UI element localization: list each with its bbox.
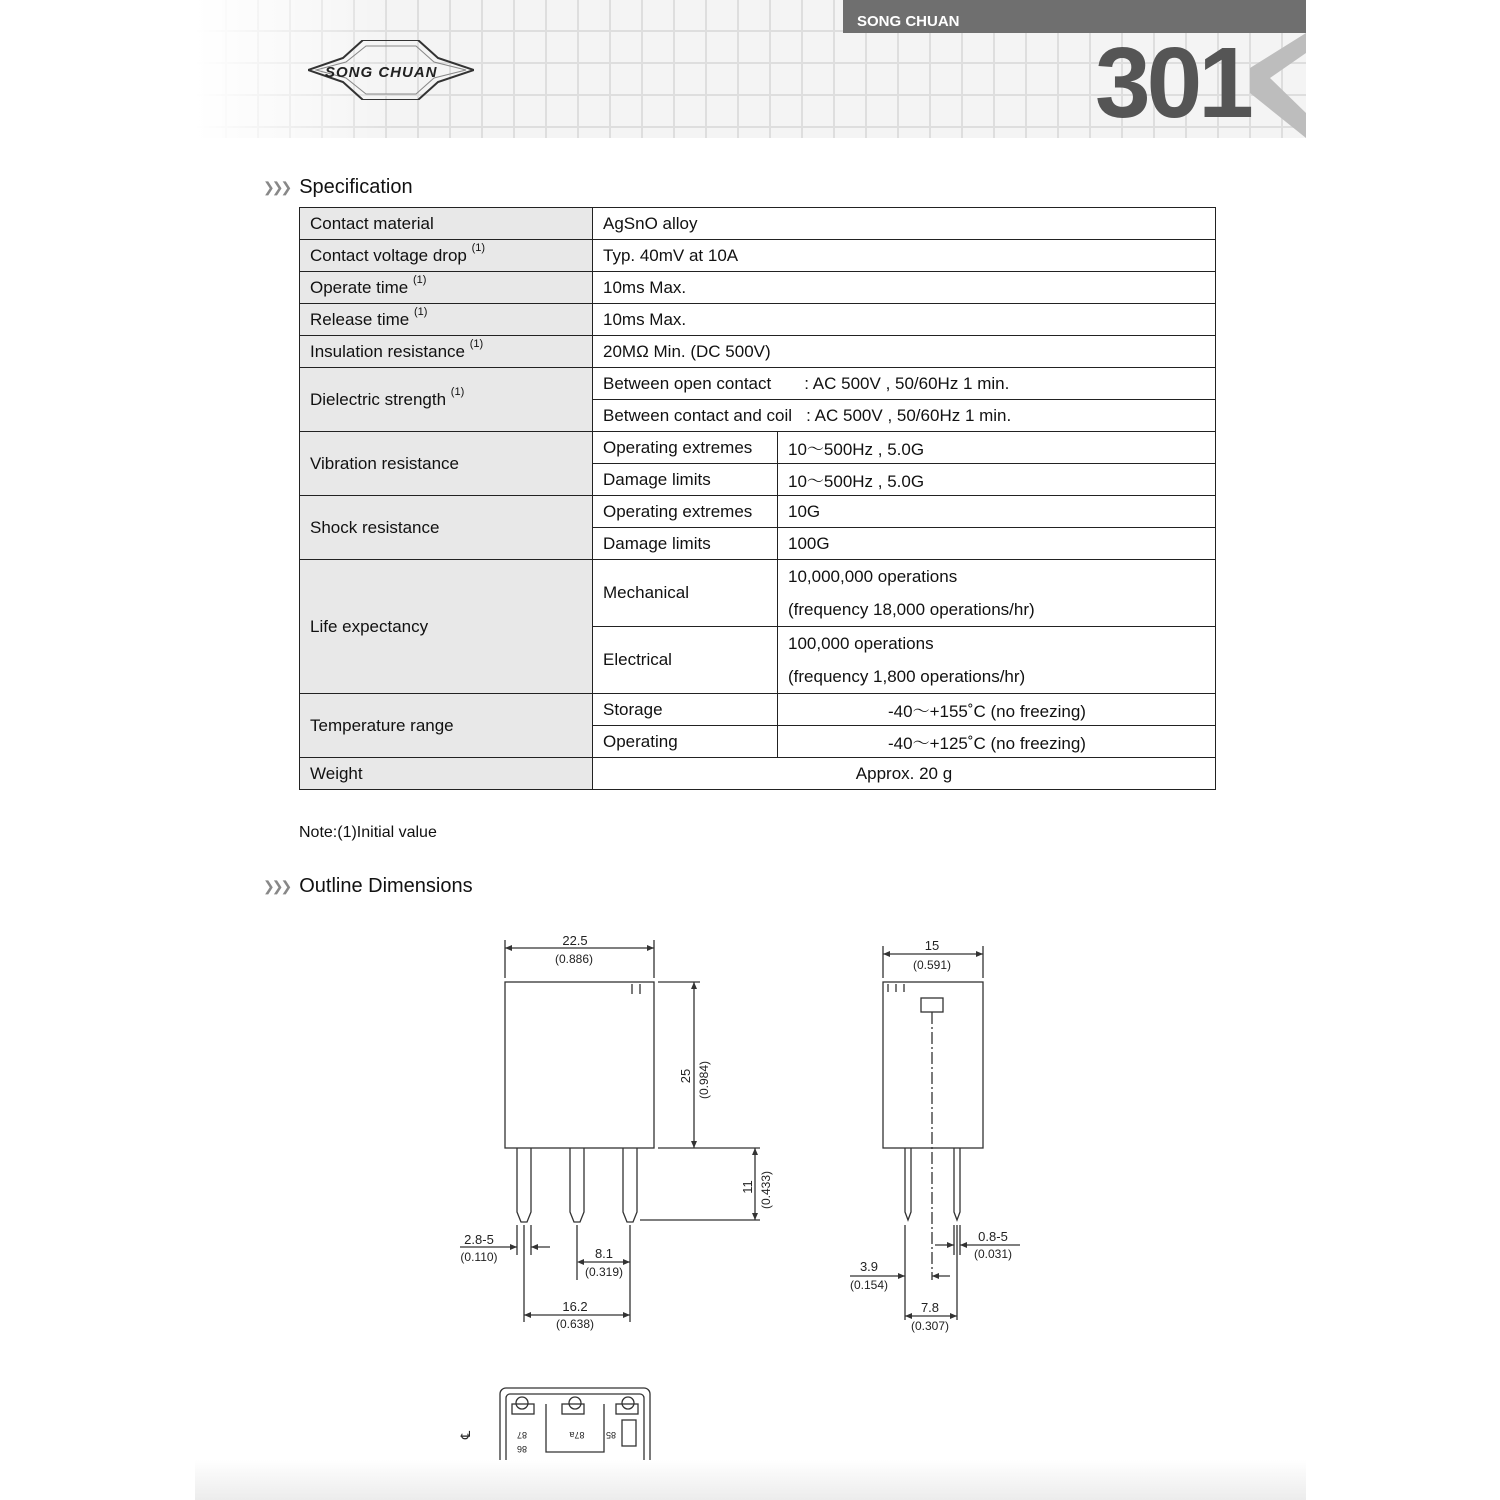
dim-pin-thick: 0.8-5 (978, 1229, 1008, 1244)
spec-value: 10～500Hz , 5.0G (778, 432, 1216, 464)
spec-label: Weight (300, 758, 593, 790)
spec-label: Life expectancy (300, 560, 593, 694)
pin-label: 85 (605, 1430, 617, 1440)
chevrons-icon: ❯❯❯ (263, 878, 290, 894)
spec-value: Between contact and coil : AC 500V , 50/60Hz 1 min. (593, 400, 1216, 432)
dim-depth: 15 (924, 938, 940, 953)
side-pin-left (905, 1148, 911, 1220)
outline-heading (263, 875, 473, 898)
table-row (300, 432, 1216, 464)
logo-text: SONG CHUAN (325, 64, 438, 81)
dim-side-span: 7.8 (920, 1300, 940, 1315)
table-row (300, 496, 1216, 528)
table-row (300, 272, 1216, 304)
dim-width: 22.5 (562, 933, 588, 948)
footer-band (195, 1460, 1306, 1500)
spec-label: Shock resistance (300, 496, 593, 560)
specification-title: Specification (299, 176, 413, 198)
table-note: Note:(1)Initial value (299, 824, 437, 841)
pin-label: 86 (516, 1444, 528, 1454)
dim-pin-width: 2.8-5 (464, 1232, 494, 1247)
table-row (300, 240, 1216, 272)
spec-label: Contact material (300, 208, 593, 240)
spec-label: Release time $^{(1)}$ (300, 304, 593, 336)
spec-label: Temperature range (300, 694, 593, 758)
spec-sublabel: Operating extremes (593, 432, 778, 464)
dim-width-in: (0.886) (554, 952, 594, 966)
spec-value: 100G (778, 528, 1216, 560)
side-pin-right (954, 1148, 960, 1220)
spec-value: Typ. 40mV at 10A (593, 240, 1216, 272)
table-row (300, 336, 1216, 368)
chevrons-icon: ❯❯❯ (263, 179, 290, 195)
spec-value: -40～+125˚C (no freezing) (778, 726, 1216, 758)
table-row (300, 694, 1216, 726)
dim-pin-span: 16.2 (562, 1299, 588, 1314)
spec-value: AgSnO alloy (593, 208, 1216, 240)
spec-value: 10ms Max. (593, 304, 1216, 336)
spec-sublabel: Operating (593, 726, 778, 758)
spec-sublabel: Electrical (593, 627, 778, 694)
pin-label: 87 (516, 1430, 528, 1440)
dim-pin-length-in: (0.433) (759, 1170, 773, 1210)
dim-side-span-in: (0.307) (910, 1319, 950, 1333)
dim-height: 25 (678, 1068, 693, 1084)
spec-sublabel: Storage (593, 694, 778, 726)
dim-pin-width-in: (0.110) (460, 1250, 498, 1264)
spec-value: -40～+155˚C (no freezing) (778, 694, 1216, 726)
spec-value: 10,000,000 operations (frequency 18,000 operations/hr) (778, 560, 1216, 627)
spec-value: 10ms Max. (593, 272, 1216, 304)
table-row (300, 208, 1216, 240)
table-row (300, 368, 1216, 400)
side-view-body (883, 982, 983, 1148)
table-row (300, 560, 1216, 627)
spec-value: 10G (778, 496, 1216, 528)
specification-table (299, 207, 1216, 790)
spec-value: 20MΩ Min. (DC 500V) (593, 336, 1216, 368)
dim-side-offset-in: (0.154) (849, 1278, 889, 1292)
specification-heading (263, 176, 413, 199)
spec-value: Between open contact : AC 500V , 50/60Hz 1 min. (593, 368, 1216, 400)
front-view-body (505, 982, 654, 1148)
dim-pin-thick-in: (0.031) (973, 1247, 1013, 1261)
model-number: 301 (1095, 27, 1250, 139)
pin-left (517, 1148, 531, 1222)
spec-sublabel: Operating extremes (593, 496, 778, 528)
dim-depth-in: (0.591) (912, 958, 952, 972)
spec-label: Operate time $^{(1)}$ (300, 272, 593, 304)
spec-label: Dielectric strength $^{(1)}$ (300, 368, 593, 432)
spec-sublabel: Mechanical (593, 560, 778, 627)
dim-pin-span-in: (0.638) (555, 1317, 595, 1331)
spec-sublabel: Damage limits (593, 528, 778, 560)
spec-sublabel: Damage limits (593, 464, 778, 496)
dim-pin-pitch-in: (0.319) (584, 1265, 624, 1279)
pin-right (623, 1148, 637, 1222)
dim-height-in: (0.984) (697, 1060, 711, 1100)
table-row (300, 304, 1216, 336)
spec-label: Insulation resistance $^{(1)}$ (300, 336, 593, 368)
dim-pin-length: 11 (740, 1180, 755, 1194)
pin-label: 87a (569, 1430, 585, 1440)
dim-side-offset: 3.9 (859, 1259, 879, 1274)
spec-label: Contact voltage drop $^{(1)}$ (300, 240, 593, 272)
dim-pin-pitch: 8.1 (594, 1246, 614, 1261)
spec-value: 100,000 operations (frequency 1,800 operations/hr) (778, 627, 1216, 694)
centerline-icon: ℄ (458, 1430, 473, 1440)
pin-middle (570, 1148, 584, 1222)
table-row (300, 758, 1216, 790)
model-decoration (1250, 33, 1306, 138)
spec-value: 10～500Hz , 5.0G (778, 464, 1216, 496)
spec-value: Approx. 20 g (593, 758, 1216, 790)
outline-title: Outline Dimensions (299, 875, 473, 897)
brand-bar-label: SONG CHUAN (857, 13, 960, 30)
spec-label: Vibration resistance (300, 432, 593, 496)
